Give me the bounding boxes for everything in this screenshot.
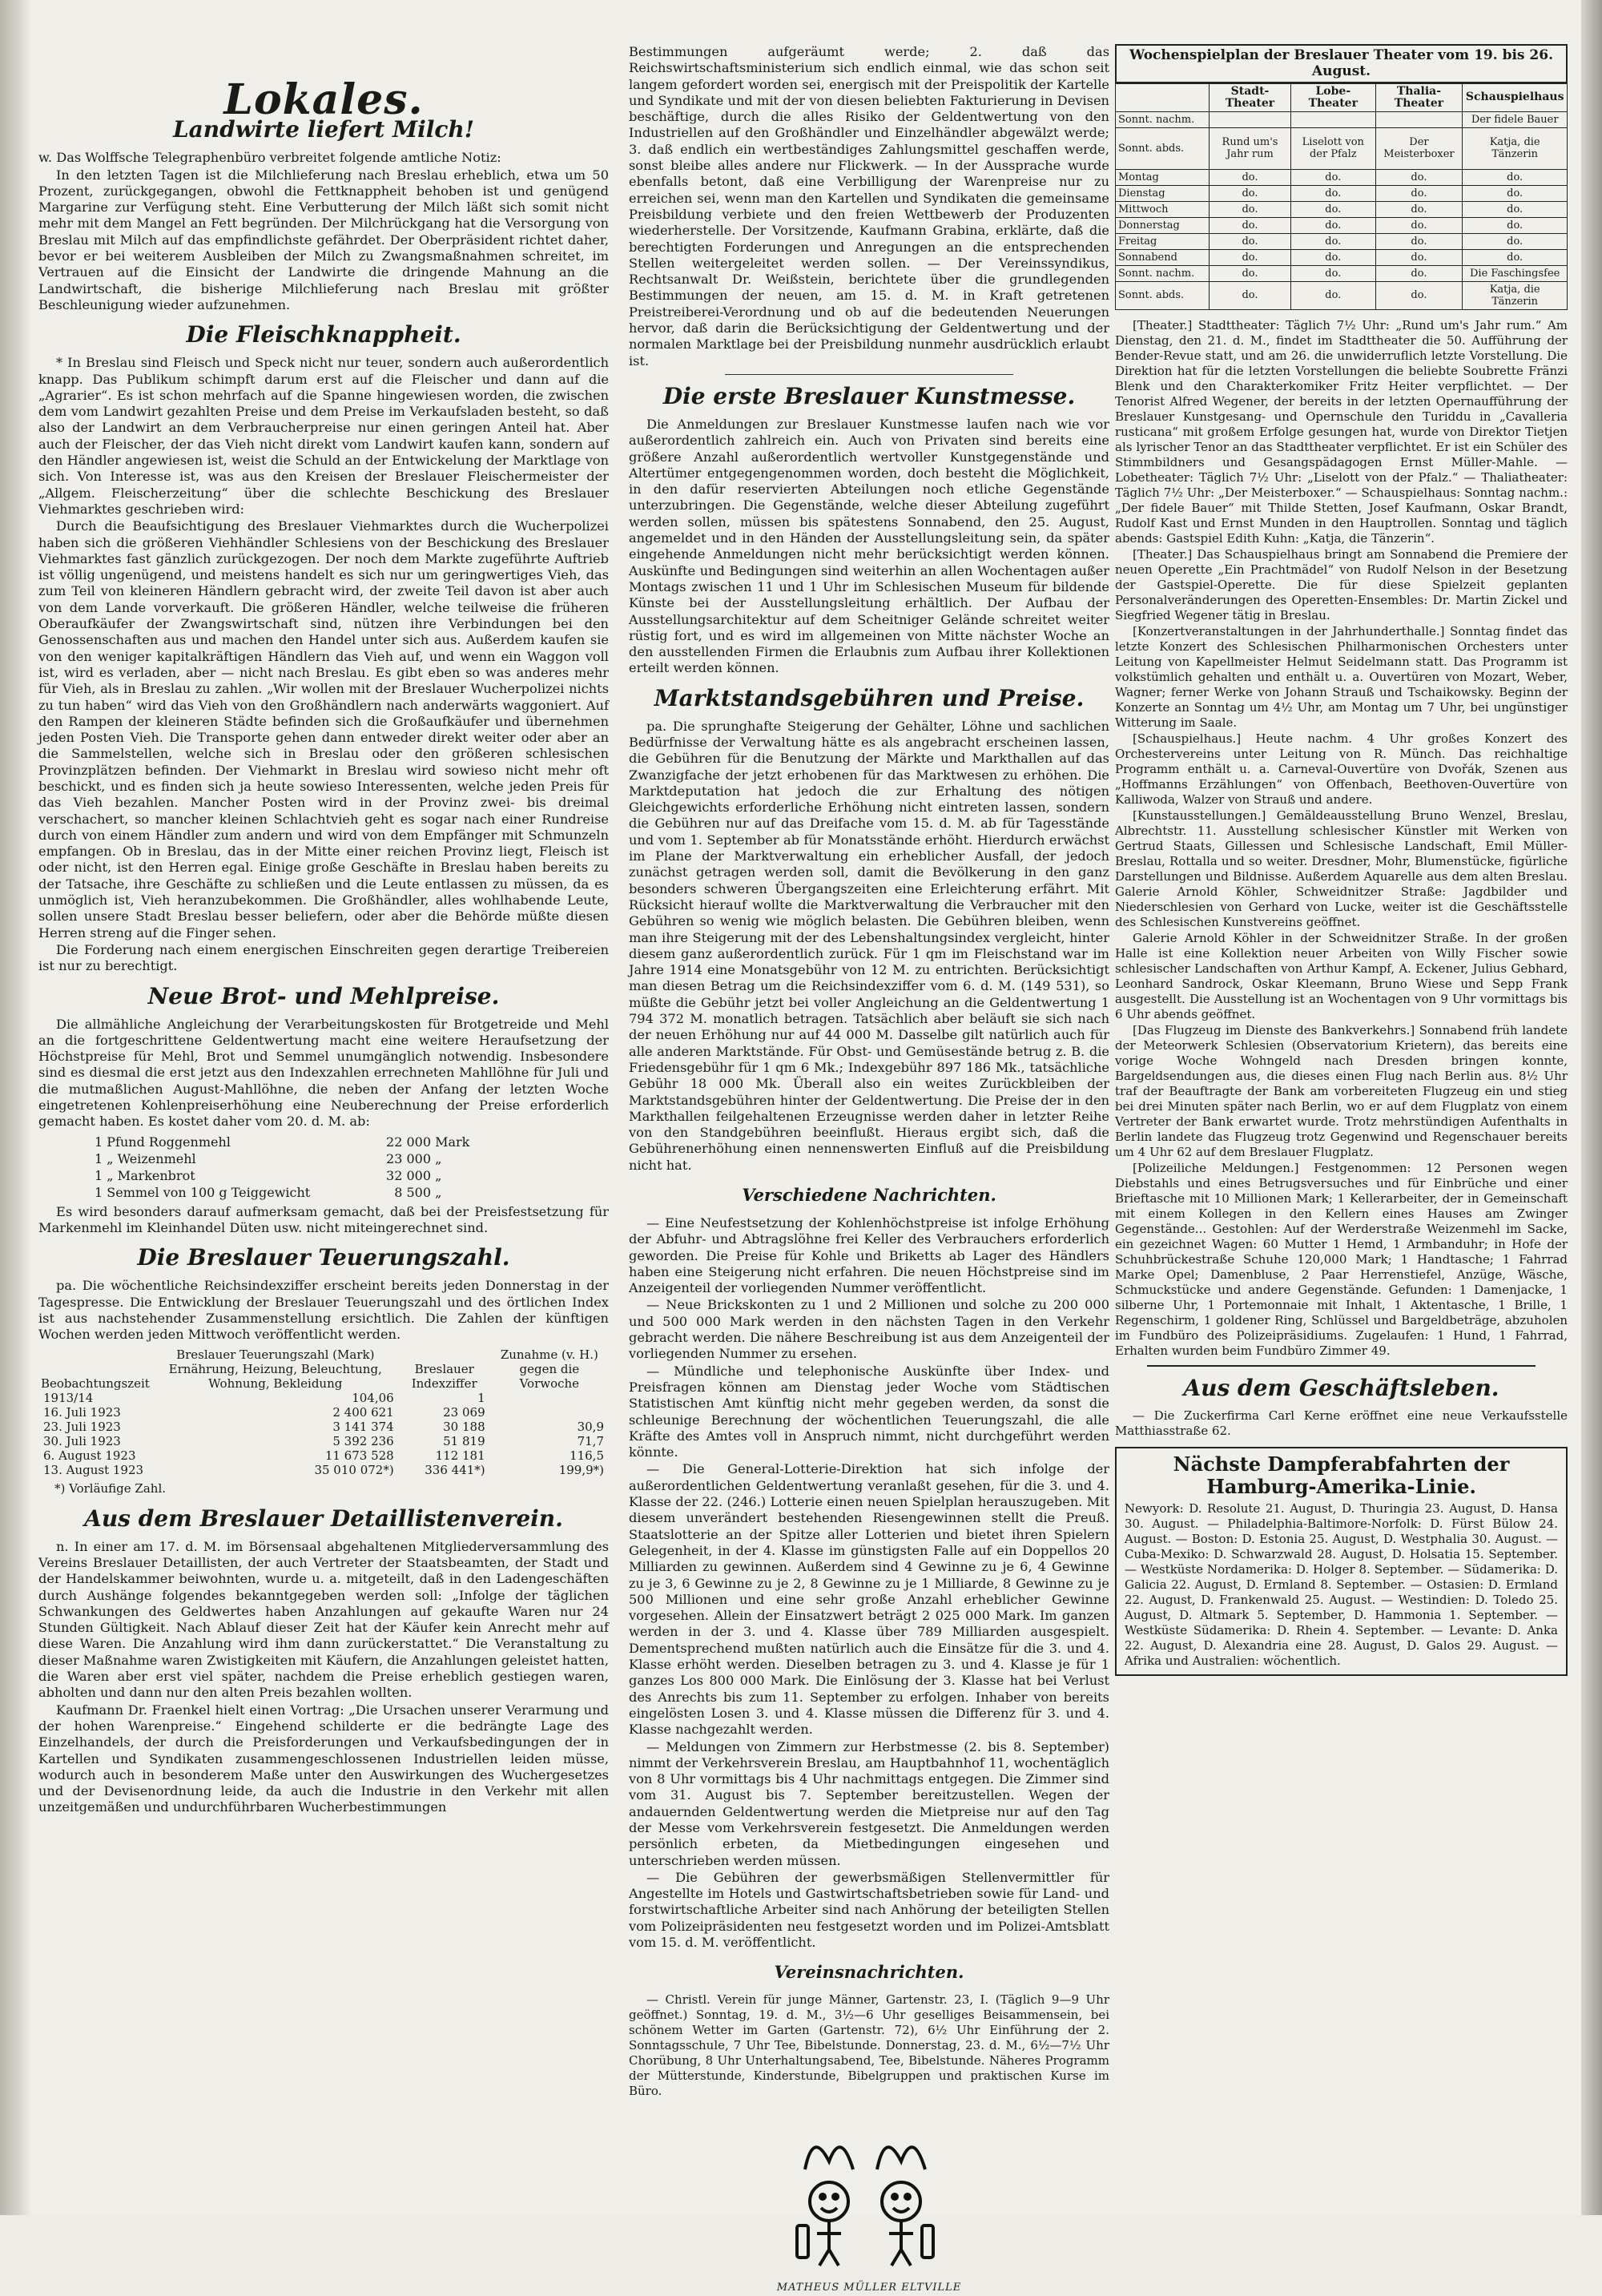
article-title-meat: Die Fleischknappheit. — [186, 321, 461, 348]
article-paragraph: — Christl. Verein für junge Männer, Gartenstr. 23, I. (Täglich 9—9 Uhr geöffnet.) Sonntag, 19. d. M., 3½—6 Uhr geselliges Beisammensein, bei schönem Wetter im Garten (Gartenstr. 72), 6½ Uhr Einführung der 2. Sonntagsschule, 7 Uhr Tee, Bibelstunde. Donnerstag, 23. d. M., 6½—7½ Uhr Chorübung, 8 Uhr Unterhaltungsabend, Tee, Bibelstunde. Näheres Programm der Mütterstunde, Kinderstunde, Bibelgruppen und praktischen Kurse im Büro. — [629, 1992, 1109, 2099]
divider — [1147, 1365, 1536, 1367]
article-paragraph: Es wird besonders darauf aufmerksam gemacht, daß bei der Preisfestsetzung für Markenmehl im Kleinhandel Düten usw. nicht miteingerechnet sind. — [38, 1203, 609, 1235]
table-row: 6. August 1923 11 673 528 112 181 116,5 — [43, 1448, 604, 1464]
article-paragraph: Die Anmeldungen zur Breslauer Kunstmesse laufen nach wie vor außerordentlich zahlreich ein. Auch von Privaten sind bereits eine größere Anzahl außerordentlich wertvoller Kunstgegenstände und Altertümer entgegengenommen worden, doch besteht die Möglichkeit, in den dafür reservierten Abteilungen noch etliche Gegenstände unterzubringen. Die Gegenstände, welche dieser Abteilung zugeführt werden sollen, müssen bis spätestens Sonnabend, den 25. August, angemeldet und in den Händen der Ausstellungsleitung sein, da später eingehende Anmeldungen nicht mehr berücksichtigt werden können. Auskünfte und Bedingungen sind weiterhin an allen Wochentagen außer Montags zwischen 11 und 1 Uhr im Schlesischen Museum für bildende Künste bei der Ausstellungsleitung erhältlich. Der Aufbau der Ausstellungsarchitektur auf dem Scheitniger Gelände schreitet weiter rüstig fort, und es wird im allgemeinen von Mitte nächster Woche an den ausstellenden Firmen die Erlaubnis zum Aufbau ihrer Kollektionen erteilt werden können. — [629, 416, 1109, 676]
article-title-market: Marktstandsgebühren und Preise. — [654, 684, 1085, 711]
column-3 — [1115, 44, 1568, 2203]
divider — [725, 374, 1013, 375]
article-paragraph: [Theater.] Stadttheater: Täglich 7½ Uhr: „Rund um's Jahr rum.“ Am Dienstag, den 21. d. M., findet im Stadttheater die 50. Aufführung der Bender-Revue statt, und am 26. die unwiderruflich letzte Vorstellung. Die Direktion hat für die letzten Vorstellungen die beliebte Soubrette Fränzi Blenk und den Charakterkomiker Fritz Heiter verpflichtet. — Der Tenorist Alfred Wegener, der bereits in der letzten Opernaufführung der Breslauer Kunstgesang- und Opernschule den Turiddu in „Cavalleria rusticana“ mit großem Erfolge gesungen hat, wurde von Direktor Tietjen als lyrischer Tenor an das Stadttheater verpflichtet. Er ist ein Schüler des Stimmbildners und Gesangspädagogen Ernst Müller-Mahle. — Lobetheater: Täglich 7½ Uhr: „Liselott von der Pfalz.“ — Thaliatheater: Täglich 7½ Uhr: „Der Meisterboxer.“ — Schauspielhaus: Sonntag nachm.: „Der fidele Bauer“ mit Thilde Stetten, Josef Kaufmann, Oskar Brandt, Rudolf Kast und Ernst Munden in den Hauptrollen. Sonntag und täglich abends: Gastspiel Edith Kuhn: „Katja, die Tänzerin“. — [1115, 317, 1568, 546]
page-edge — [1581, 0, 1602, 2215]
article-title-index: Die Breslauer Teuerungszahl. — [137, 1244, 510, 1271]
table-header: Thalia-Theater — [1375, 83, 1463, 111]
article-paragraph: [Kunstausstellungen.] Gemäldeausstellung Bruno Wenzel, Breslau, Albrechtstr. 11. Ausstellung schlesischer Künstler mit Werken von Gertrud Staats, Gillessen und Schlesische Landschaft, Emil Müller-Breslau, Rottalla und so weiter. Dresdner, Mohr, Blumenstücke, figürliche Darstellungen und Bildnisse. Außerdem Aquarelle aus dem alten Breslau. Galerie Arnold Köhler, Schweidnitzer Straße: Jagdbilder und Niederschlesien von Gerhard von Lucke, weiter ist die Geschäftsstelle des Schlesischen Kunstvereins geöffnet. — [1115, 808, 1568, 929]
table-header: Stadt-Theater — [1210, 83, 1291, 111]
article-paragraph: [Schauspielhaus.] Heute nachm. 4 Uhr großes Konzert des Orchestervereins unter Leitung von R. Münch. Das reichhaltige Programm enthält u. a. Carneval-Ouvertüre von Dvořák, Szenen aus „Hoffmanns Erzählungen“ von Offenbach, Beethoven-Ouvertüre von Kalliwoda, Walzer von Strauß und andere. — [1115, 731, 1568, 807]
shipping-text: Newyork: D. Resolute 21. August, D. Thuringia 23. August, D. Hansa 30. August. — Philadelphia-Baltimore-Norfolk: D. Fürst Bülow 24. August. — Boston: D. Estonia 25. August, D. Westphalia 30. August. — Cuba-Mexiko: D. Schwarzwald 28. August, D. Holsatia 15. September. — Westküste Nordamerika: D. Holger 8. September. — Südamerika: D. Galicia 22. August, D. Ermland 8. September. — Ostasien: D. Ermland 22. August, D. Frankenwald 25. August. — Westindien: D. Toledo 25. August, D. Altmark 5. September, D. Hammonia 1. September. — Westküste Südamerika: D. Rhein 4. September. — Levante: D. Anka 22. August, D. Alexandria eine 28. August, D. Galos 29. August. — Afrika und Australien: wöchentlich. — [1125, 1500, 1558, 1668]
table-row: Montag do. do. do. do. — [1116, 169, 1568, 185]
article-paragraph: — Meldungen von Zimmern zur Herbstmesse (2. bis 8. September) nimmt der Verkehrsverein Breslau, am Hauptbahnhof 11, wochentäglich von 8 Uhr vormittags bis 4 Uhr nachmittags entgegen. Die Zimmer sind vom 31. August bis 7. September bereitzustellen. Wegen der andauernden Geldentwertung werden die Mietpreise nur auf den Tag der Messe vom Verkehrsverein festgesetzt. Die Anmeldungen werden persönlich erbeten, da Mietbedingungen eingesehen und unterschrieben werden müssen. — [629, 1738, 1109, 1868]
price-row: 1 Semmel von 100 g Teiggewicht 8 500 „ — [95, 1184, 442, 1200]
table-row: Mittwoch do. do. do. do. — [1116, 201, 1568, 217]
theater-schedule-table — [1115, 83, 1568, 310]
index-table — [38, 1347, 609, 1477]
article-paragraph: [Polizeiliche Meldungen.] Festgenommen: 12 Personen wegen Diebstahls und eines Betrugsversuches und für Einbrüche und einer Brieftasche mit 10 Millionen Mark; 1 Kellerarbeiter, der in Gemeinschaft mit einem Kollegen in den Kellern eines Hauses am Zwinger Gegenstände... Gestohlen: Auf der Werderstraße Weizenmehl im Sacke, ein gezeichnet Wagen: 60 Mutter 1 Hemd, 1 Armbanduhr; in Hofe der Schuhbrückestraße Schuhe 120,000 Mark; 1 Handtasche; 1 Fahrrad Marke Opel; Damenbluse, 2 Paar Herrenstiefel, Anzüge, Wäsche, Schmuckstücke und andere Gegenstände. Gefunden: 1 Damenjacke, 1 silberne Uhr, 1 Portemonnaie mit Inhalt, 1 Aktentasche, 1 Brille, 1 Regenschirm, 1 goldener Ring, Schlüssel und Bargeldbeträge, abzuholen im Fundbüro des Polizeipräsidiums. Zugelaufen: 1 Hund, 1 Fahrrad, Erhalten wurden beim Fundbüro Zimmer 49. — [1115, 1160, 1568, 1358]
article-paragraph: Galerie Arnold Köhler in der Schweidnitzer Straße. In der großen Halle ist eine Kollektion neuer Arbeiten von Willy Fischer sowie schlesischer Landschaften von Arthur Kampf, A. Eckener, Julius Gebhard, Leonhard Sandrock, Oskar Kleemann, Bruno Wiese und Sepp Frank ausgestellt. Die Ausstellung ist an Wochentagen von 9 Uhr vormittags bis 6 Uhr abends geöffnet. — [1115, 930, 1568, 1021]
article-paragraph: — Die Gebühren der gewerbsmäßigen Stellenvermittler für Angestellte im Hotels und Gastwirtschaftsbetrieben sowie für Land- und forstwirtschaftliche Arbeiter sind nach Anhörung der beteiligten Stellen vom Polizeipräsidenten neu festgesetzt worden und im Polizei-Amtsblatt vom 15. d. M. veröffentlicht. — [629, 1869, 1109, 1951]
table-row: Sonnabend do. do. do. do. — [1116, 249, 1568, 265]
article-title-business: Aus dem Geschäftsleben. — [1183, 1374, 1499, 1401]
article-paragraph: Kaufmann Dr. Fraenkel hielt einen Vortrag: „Die Ursachen unserer Verarmung und der hohen Warenpreise.“ Eingehend schilderte er die bedrängte Lage des Einzelhandels, der durch die Preisforderungen und Verkaufsbedingungen der in Kartellen und Syndikaten zusammengeschlossenen Industriellen leiden müsse, wodurch auch in besonderem Maße unter den Auswirkungen des Wuchergesetzes und der Devisenordnung leide, da auch die Industrie in den Verkehr mit allen unzeitgemäßen und undurchführbaren Wucherbestimmungen — [38, 1702, 609, 1815]
table-header: Zunahme (v. H.) gegen die Vorwoche — [500, 1347, 598, 1392]
article-paragraph: * In Breslau sind Fleisch und Speck nicht nur teuer, sondern auch außerordentlich knapp. Das Publikum schimpft darum erst auf die Fleischer und dann auf die „Agrarier“. Es ist schon mehrfach auf die Spanne hingewiesen worden, die zwischen dem vom Landwirt gezahlten Preise und dem Preise im Verkaufsladen besteht, so daß also der Landwirt an dem Verbraucherpreise nur einen geringen Anteil hat. Aber auch der Fleischer, der das Vieh nicht direkt vom Landwirt kaufen kann, sondern auf den Händler angewiesen ist, weist die Schuld an der Entwickelung der Marktlage von sich. Von Interesse ist, was aus den Kreisen der Breslauer Fleischermeister der „Allgem. Fleischerzeitung“ über die schlechte Beschickung des Breslauer Viehmarktes geschrieben wird: — [38, 355, 609, 517]
table-row: Sonnt. abds. do. do. do. Katja, die Tänzerin — [1116, 281, 1568, 309]
table-footnote: *) Vorläufige Zahl. — [54, 1481, 167, 1496]
article-paragraph: Bestimmungen aufgeräumt werde; 2. daß das Reichswirtschaftsministerium sich endlich einmal, wie das schon seit langem gefordert worden sei, energisch mit der Preispolitik der Kartelle und Syndikate und mit der von diesen beliebten Fakturierung in Devisen beschäftige, durch die alles Risiko der Geldentwertung von den Industriellen auf den Großhändler und Einzelhändler abgewälzt werde; 3. daß endlich ein wertbeständiges Zahlungsmittel geschaffen werde, sonst bleibe alles andere nur Flickwerk. — In der Aussprache wurde ebenfalls betont, daß eine Verbilligung der Warenpreise nur zu erreichen sei, wenn man den Kartellen und Syndikaten die gemeinsame Preisbildung verbiete und den freien Wettbewerb der Produzenten wiederherstelle. Der Vorsitzende, Kaufmann Grabina, erklärte, daß die berechtigten Forderungen und Anregungen an die entsprechenden Stellen weitergeleitet werden sollen. — Der Vereinssyndikus, Rechtsanwalt Dr. Weißstein, berichtete über die grundlegenden Bestimmungen der neuen, am 15. d. M. in Kraft getretenen Preistreiberei-Verordnung und ob auf die bedeutenden Neuerungen hervor, daß darin die Berücksichtigung der Geldentwertung und der normalen Marktlage bei der Preisbildung nunmehr ausdrücklich erlaubt ist. — [629, 44, 1109, 369]
table-row: Dienstag do. do. do. do. — [1116, 185, 1568, 201]
table-row: 23. Juli 1923 3 141 374 30 188 30,9 — [43, 1420, 604, 1435]
article-paragraph: Durch die Beaufsichtigung des Breslauer Viehmarktes durch die Wucherpolizei haben sich die größeren Viehhändler Schlesiens von der Beschickung des Breslauer Viehmarktes fast gänzlich zurückgezogen. Der noch dem Markte zugeführte Auftrieb ist völlig ungenügend, und meistens handelt es sich nur um geringwertiges Vieh, das zum Teil von kleineren Händlern gebracht wird, der zweite Teil davon ist aber auch von dem Lande vorverkauft. Die größeren Händler, welche teilweise die früheren Oberaufkäufer der Zwangswirtschaft sind, nützen ihre Verbindungen bei den Genossenschaften aus und machen den Handel unter sich aus. Außerdem kaufen sie von den weniger kapitalkräftigen Händlern das Vieh auf, und wenn ein Waggon voll ist, wird es verladen, aber — nicht nach Breslau. Es gibt eben so was anderes mehr für Vieh, als in Breslau zu zahlen. „Wir wollen mit der Breslauer Wucherpolizei nichts zu tun haben“ wird das Vieh von den Großhändlern nach anderwärts waggoniert. Auf den Rampen der kleineren Städte befinden sich die Großaufkäufer und übernehmen jeden Posten Vieh. Die Transporte gehen dann entweder direkt weiter oder aber an die Sammelstellen, welche sich in Breslau oder den größeren schlesischen Provinzplätzen befinden. Der Viehmarkt in Breslau wird sowieso nicht mehr oft beschickt, und es finden sich ja heute sowieso Interessenten, welche jeden Preis für das Vieh bezahlen. Mancher Posten wird in der Provinz zwei- bis dreimal verschachert, so mancher kleinen Schlachtvieh geht es sogar nach einer Rundreise durch von einem Händler zum andern und wird von dem Empfänger mit Schmunzeln empfangen. Ob in Breslau, das in der Mitte einer reichen Provinz liegt, Fleisch ist oder nicht, ist den Herren egal. Einige große Geschäfte in Breslau haben bereits zu der Tatsache, ihre Geschäfte zu schließen und die Leute entlassen zu müssen, da es unmöglich ist, Vieh heranzubekommen. Die Großhändler, alles wohlhabende Leute, sollen unsere Stadt Breslau besser beliefern, oder aber die Behörde müßte diesen Herren streng auf die Finger sehen. — [38, 518, 609, 941]
table-row: Donnerstag do. do. do. do. — [1116, 217, 1568, 233]
article-title-fair: Die erste Breslauer Kunstmesse. — [662, 382, 1076, 409]
article-paragraph: [Theater.] Das Schauspielhaus bringt am Sonnabend die Premiere der neuen Operette „Ein Prachtmädel“ von Rudolf Nelson in der Besetzung der Gastspiel-Operette. Die für diese Spielzeit geplanten Personalveränderungen des Operetten-Ensembles: Dr. Martin Zickel und Siegfried Wegener tätig in Breslau. — [1115, 546, 1568, 622]
article-paragraph: Die allmähliche Angleichung der Verarbeitungskosten für Brotgetreide und Mehl an die fortgeschrittene Geldentwertung macht eine weitere Heraufsetzung der Höchstpreise für Mehl, Brot und Semmel unumgänglich notwendig. Insbesondere sind es diesmal die erst jetzt aus den Indexzahlen errechneten Mahllöhne für Juli und die mutmaßlichen August-Mahllöhne, die neben der Anfang der letzten Woche eingetretenen Kohlenpreiserhöhung eine Neuberechnung der Preise erforderlich gemacht haben. Es kostet daher vom 20. d. M. ab: — [38, 1016, 609, 1130]
table-row: 16. Juli 1923 2 400 621 23 069 — [43, 1405, 485, 1420]
logo-caption: MATHEUS MÜLLER ELTVILLE — [776, 2281, 962, 2294]
article-paragraph: n. In einer am 17. d. M. im Börsensaal abgehaltenen Mitgliederversammlung des Vereins Breslauer Detaillisten, der auch Vertreter der Staatsbeamten, der Stadt und der Handelskammer beiwohnten, wurde u. a. mitgeteilt, daß in den Ladengeschäften durch Aushänge folgendes bekanntgegeben werden soll: „Infolge der täglichen Schwankungen des Geldwertes haben Anzahlungen auf gekaufte Waren nur 24 Stunden Gültigkeit. Nach Ablauf dieser Zeit hat der Käufer kein Anrecht mehr auf diese Waren. Die Anzahlung wird ihm dann zurückerstattet.“ Die Veranstaltung zu dieser Maßnahme waren Zwistigkeiten mit Käufern, die Anzahlungen geleistet hatten, die Waren aber erst viel später, nachdem die Preise erheblich gestiegen waren, abholten und dann nur den alten Preis bezahlen wollten. — [38, 1538, 609, 1701]
table-row: 30. Juli 1923 5 392 236 51 819 71,7 — [43, 1434, 604, 1449]
advertisement-logo — [629, 2113, 1109, 2296]
table-row: Sonnt. nachm. do. do. do. Die Faschingsfee — [1116, 265, 1568, 281]
shipping-title: Nächste Dampferabfahrten der Hamburg-Amerika-Linie. — [1173, 1452, 1510, 1498]
table-row: Sonnt. abds. Rund um's Jahr rum Liselott von der Pfalz Der Meisterboxer Katja, die Tänzerin — [1116, 127, 1568, 169]
article-paragraph: — Eine Neufestsetzung der Kohlenhöchstpreise ist infolge Erhöhung der Abfuhr- und Abtragslöhne frei Keller des Verbrauchers erforderlich geworden. Die Preise für Kohle und Briketts ab Lager des Händlers haben eine Steigerung nicht erfahren. Die neuen Höchstpreise sind im Anzeigenteil der vorliegenden Nummer veröffentlicht. — [629, 1215, 1109, 1296]
table-header: Breslauer Teuerungszahl (Mark) Ernährung, Heizung, Beleuchtung, Wohnung, Bekleidung — [168, 1347, 382, 1392]
article-title-clubs: Vereinsnachrichten. — [774, 1962, 964, 1983]
shipping-advertisement — [1115, 1447, 1568, 1676]
column-1 — [38, 44, 609, 2203]
article-paragraph: — Mündliche und telephonische Auskünfte über Index- und Preisfragen können am Dienstag jeder Woche vom Städtischen Statistischen Amt künftig nicht mehr gegeben werden, da sonst die schleunige Berechnung der wöchentlichen Teuerungszahl, die alle Kräfte des Amtes voll in Anspruch nimmt, nicht durchgeführt werden könnte. — [629, 1363, 1109, 1460]
article-title-retail: Aus dem Breslauer Detaillistenverein. — [84, 1504, 563, 1532]
article-title-bread: Neue Brot- und Mehlpreise. — [147, 982, 500, 1009]
binding-gutter — [0, 0, 30, 2215]
table-row: Sonnt. nachm. Der fidele Bauer — [1116, 111, 1568, 127]
article-paragraph: Die Forderung nach einem energischen Einschreiten gegen derartige Treibereien ist nur zu berechtigt. — [38, 941, 609, 974]
article-paragraph: [Das Flugzeug im Dienste des Bankverkehrs.] Sonnabend früh landete der Meteorwerk Schlesien (Observatorium Krietern), das bereits eine vorige Woche Wohngeld nach Dresden bringen konnte, Bargeldsendungen aus, die dieses einen Flug nach Berlin aus. 8½ Uhr traf der Beauftragte der Bank am vorbereiteten Flugzeug ein und stieg bei drei Minuten später nach Berlin, wo er auf dem Flugplatz von einem Vertreter der Bank erwartet wurde. Trotz mehrstündigen Aufenthalts in Berlin landete das Flugzeug trotz Gegenwind und Regenschauer bereits um 4 Uhr 62 auf dem Breslauer Flugplatz. — [1115, 1022, 1568, 1159]
table-header: Lobe-Theater — [1291, 83, 1376, 111]
table-header: Beobachtungszeit — [41, 1376, 150, 1392]
price-row: 1 „ Markenbrot 32 000 „ — [95, 1167, 442, 1183]
article-paragraph: — Die Zuckerfirma Carl Kerne eröffnet eine neue Verkaufsstelle Matthiasstraße 62. — [1115, 1408, 1568, 1438]
article-paragraph: pa. Die wöchentliche Reichsindexziffer erscheint bereits jeden Donnerstag in der Tagespresse. Die Entwicklung der Breslauer Teuerungszahl und des örtlichen Index ist aus nachstehender Zusammenstellung ersichtlich. Die Zahlen der künftigen Wochen werden jeden Mittwoch veröffentlicht werden. — [38, 1278, 609, 1343]
table-row: 1913/14 104,06 1 — [43, 1391, 485, 1406]
article-title-misc: Verschiedene Nachrichten. — [742, 1185, 996, 1205]
article-title-milk: Landwirte liefert Milch! — [172, 116, 475, 143]
price-row: 1 Pfund Roggenmehl 22 000 Mark — [95, 1134, 470, 1150]
article-paragraph: w. Das Wolffsche Telegraphenbüro verbreitet folgende amtliche Notiz: — [38, 150, 501, 166]
article-paragraph: [Konzertveranstaltungen in der Jahrhunderthalle.] Sonntag findet das letzte Konzert des Schlesischen Philharmonischen Orchesters unter Leitung von Kapellmeister Helmut Seidelmann statt. Das Programm ist volkstümlich gehalten und enthält u. a. Ouvertüren von Mozart, Weber, Wagner; ferner Werke von Johann Strauß und Tschaikowsky. Beginn der Konzerte an Sonntag um 4½ Uhr, am Montag um 7 Uhr, bei ungünstiger Witterung im Saale. — [1115, 623, 1568, 730]
column-2 — [629, 44, 1109, 2294]
table-row: 13. August 1923 35 010 072*) 336 441*) 199,9*) — [43, 1463, 604, 1478]
article-paragraph: — Die General-Lotterie-Direktion hat sich infolge der außerordentlichen Geldentwertung veranlaßt gesehen, für die 3. und 4. Klasse der 22. (246.) Lotterie einen neuen Spielplan herauszugeben. Mit diesem unverändert bestehenden Riesengewinnen stellt die Preuß. Staatslotterie an der Spitze aller Lotterien und bietet ihren Spielern Gelegenheit, in der 4. Klasse im günstigsten Falle auf ein Doppellos 20 Milliarden zu gewinnen. Außerdem sind 4 Gewinne zu je 6, 4 Gewinne zu je 3, 6 Gewinne zu je 2, 8 Gewinne zu je 1 Milliarde, 8 Gewinne zu je 500 Millionen und eine sehr große Anzahl erheblicher Gewinne vorgesehen. Allein der Einsatzwert beträgt 2 025 000 Mark. Im ganzen werden in der 3. und 4. Klasse über 789 Milliarden ausgespielt. Dementsprechend mußten natürlich auch die Einsätze für die 3. und 4. Klasse erhöht werden. Dieselben betragen zu 3. und 4. Klasse je für 1 ganzes Los 800 000 Mark. Die Einlösung der 3. Klasse hat bei Verlust des Anrechts bis zum 11. September zu erfolgen. Inhaber von bereits eingelösten Losen 3. und 4. Klasse müssen die Differenz für 3. und 4. Klasse nachgezahlt werden. — [629, 1461, 1109, 1738]
section-title: Lokales. — [223, 75, 424, 124]
table-header: Schauspielhaus — [1463, 83, 1568, 111]
article-paragraph: — Neue Brickskonten zu 1 und 2 Millionen und solche zu 200 000 und 500 000 Mark werden in den nächsten Tagen in den Verkehr gebracht werden. Die nähere Beschreibung ist aus dem Anzeigenteil der vorliegenden Nummer zu ersehen. — [629, 1297, 1109, 1362]
table-header: Breslauer Indexziffer — [411, 1362, 477, 1392]
theater-schedule-title: Wochenspielplan der Breslauer Theater vom 19. bis 26. August. — [1115, 44, 1568, 83]
mm-logo-icon — [781, 2113, 957, 2282]
article-paragraph: In den letzten Tagen ist die Milchlieferung nach Breslau erheblich, etwa um 50 Prozent, zurückgegangen, obwohl die Fettknappheit behoben ist und genügend Margarine zur Verfügung steht. Eine Verbutterung der Milch läßt sich somit nicht mehr mit dem Mangel an Fett begründen. Der Milchrückgang hat die Versorgung von Breslau mit Milch auf das empfindlichste gefährdet. Der Oberpräsident richtet daher, bevor er bei weiterem Ausbleiben der Milch zu Zwangsmaßnahmen schreitet, im Vertrauen auf die Einsicht der Landwirte die dringende Mahnung an die Landwirtschaft, die bisherige Milchlieferung nach Breslau mit größter Beschleunigung wieder aufzunehmen. — [38, 167, 609, 312]
table-row: Freitag do. do. do. do. — [1116, 233, 1568, 249]
price-row: 1 „ Weizenmehl 23 000 „ — [95, 1150, 442, 1166]
article-paragraph: pa. Die sprunghafte Steigerung der Gehälter, Löhne und sachlichen Bedürfnisse der Verwaltung hätte es als angebracht erscheinen lassen, die Gebühren für die Benutzung der Märkte und Markthallen auf das Zwanzigfache der jetzt erhobenen für das Marktwesen zu erhöhen. Die Marktdeputation hat jedoch die zur Erhaltung des nötigen Gleichgewichts erforderliche Erhöhung nicht eintreten lassen, sondern die Gebühren nur auf das Dreifache vom 15. d. M. ab für Tagesstände und vom 1. September ab für Monatsstände erhöht. Hierdurch erwächst im Plane der Marktverwaltung ein erheblicher Ausfall, der jedoch zunächst getragen werden soll, damit die Bevölkerung in den ganz besonders schweren Übergangszeiten eine Erleichterung erfährt. Mit Rücksicht hierauf wollte die Marktverwaltung die Verbraucher mit den Gebühren so wenig wie möglich belasten. Die Gebühren bleiben, wenn man ihre Steigerung mit der des Lebenshaltungsindex vergleicht, hinter diesem ganz außerordentlich zurück. Für 1 qm im Fleischstand war im Jahre 1914 eine Monatsgebühr von 12 M. zu entrichten. Berücksichtigt man diesen Betrag um die Reichsindexziffer vom 6. d. M. (149 531), so müßte die Gebühr jetzt bei voller Angleichung an die Geldentwertung 1 794 372 M. monatlich betragen. Tatsächlich aber beläuft sie sich nach der neuen Erhöhung nur auf 44 000 M. Dasselbe gilt natürlich auch für alle anderen Marktstände. Für Obst- und Gemüsestände betrug z. B. die Friedensgebühr für 1 qm 6 Mk.; Indexgebühr 897 186 Mk., tatsächliche Gebühr 18 000 Mk. Überall also ein weites Zurückbleiben der Marktstandsgebühren hinter der Geldentwertung. Die Preise der in den Markthallen feilgehaltenen Erzeugnisse werden daher in letzter Reihe von den Standgebühren beeinflußt. Hieraus ergibt sich, daß die Gebührenerhöhung einen nennenswerten Einfluß auf die Preisbildung nicht hat. — [629, 718, 1109, 1173]
price-list — [95, 1134, 609, 1201]
table-header — [1116, 83, 1210, 111]
